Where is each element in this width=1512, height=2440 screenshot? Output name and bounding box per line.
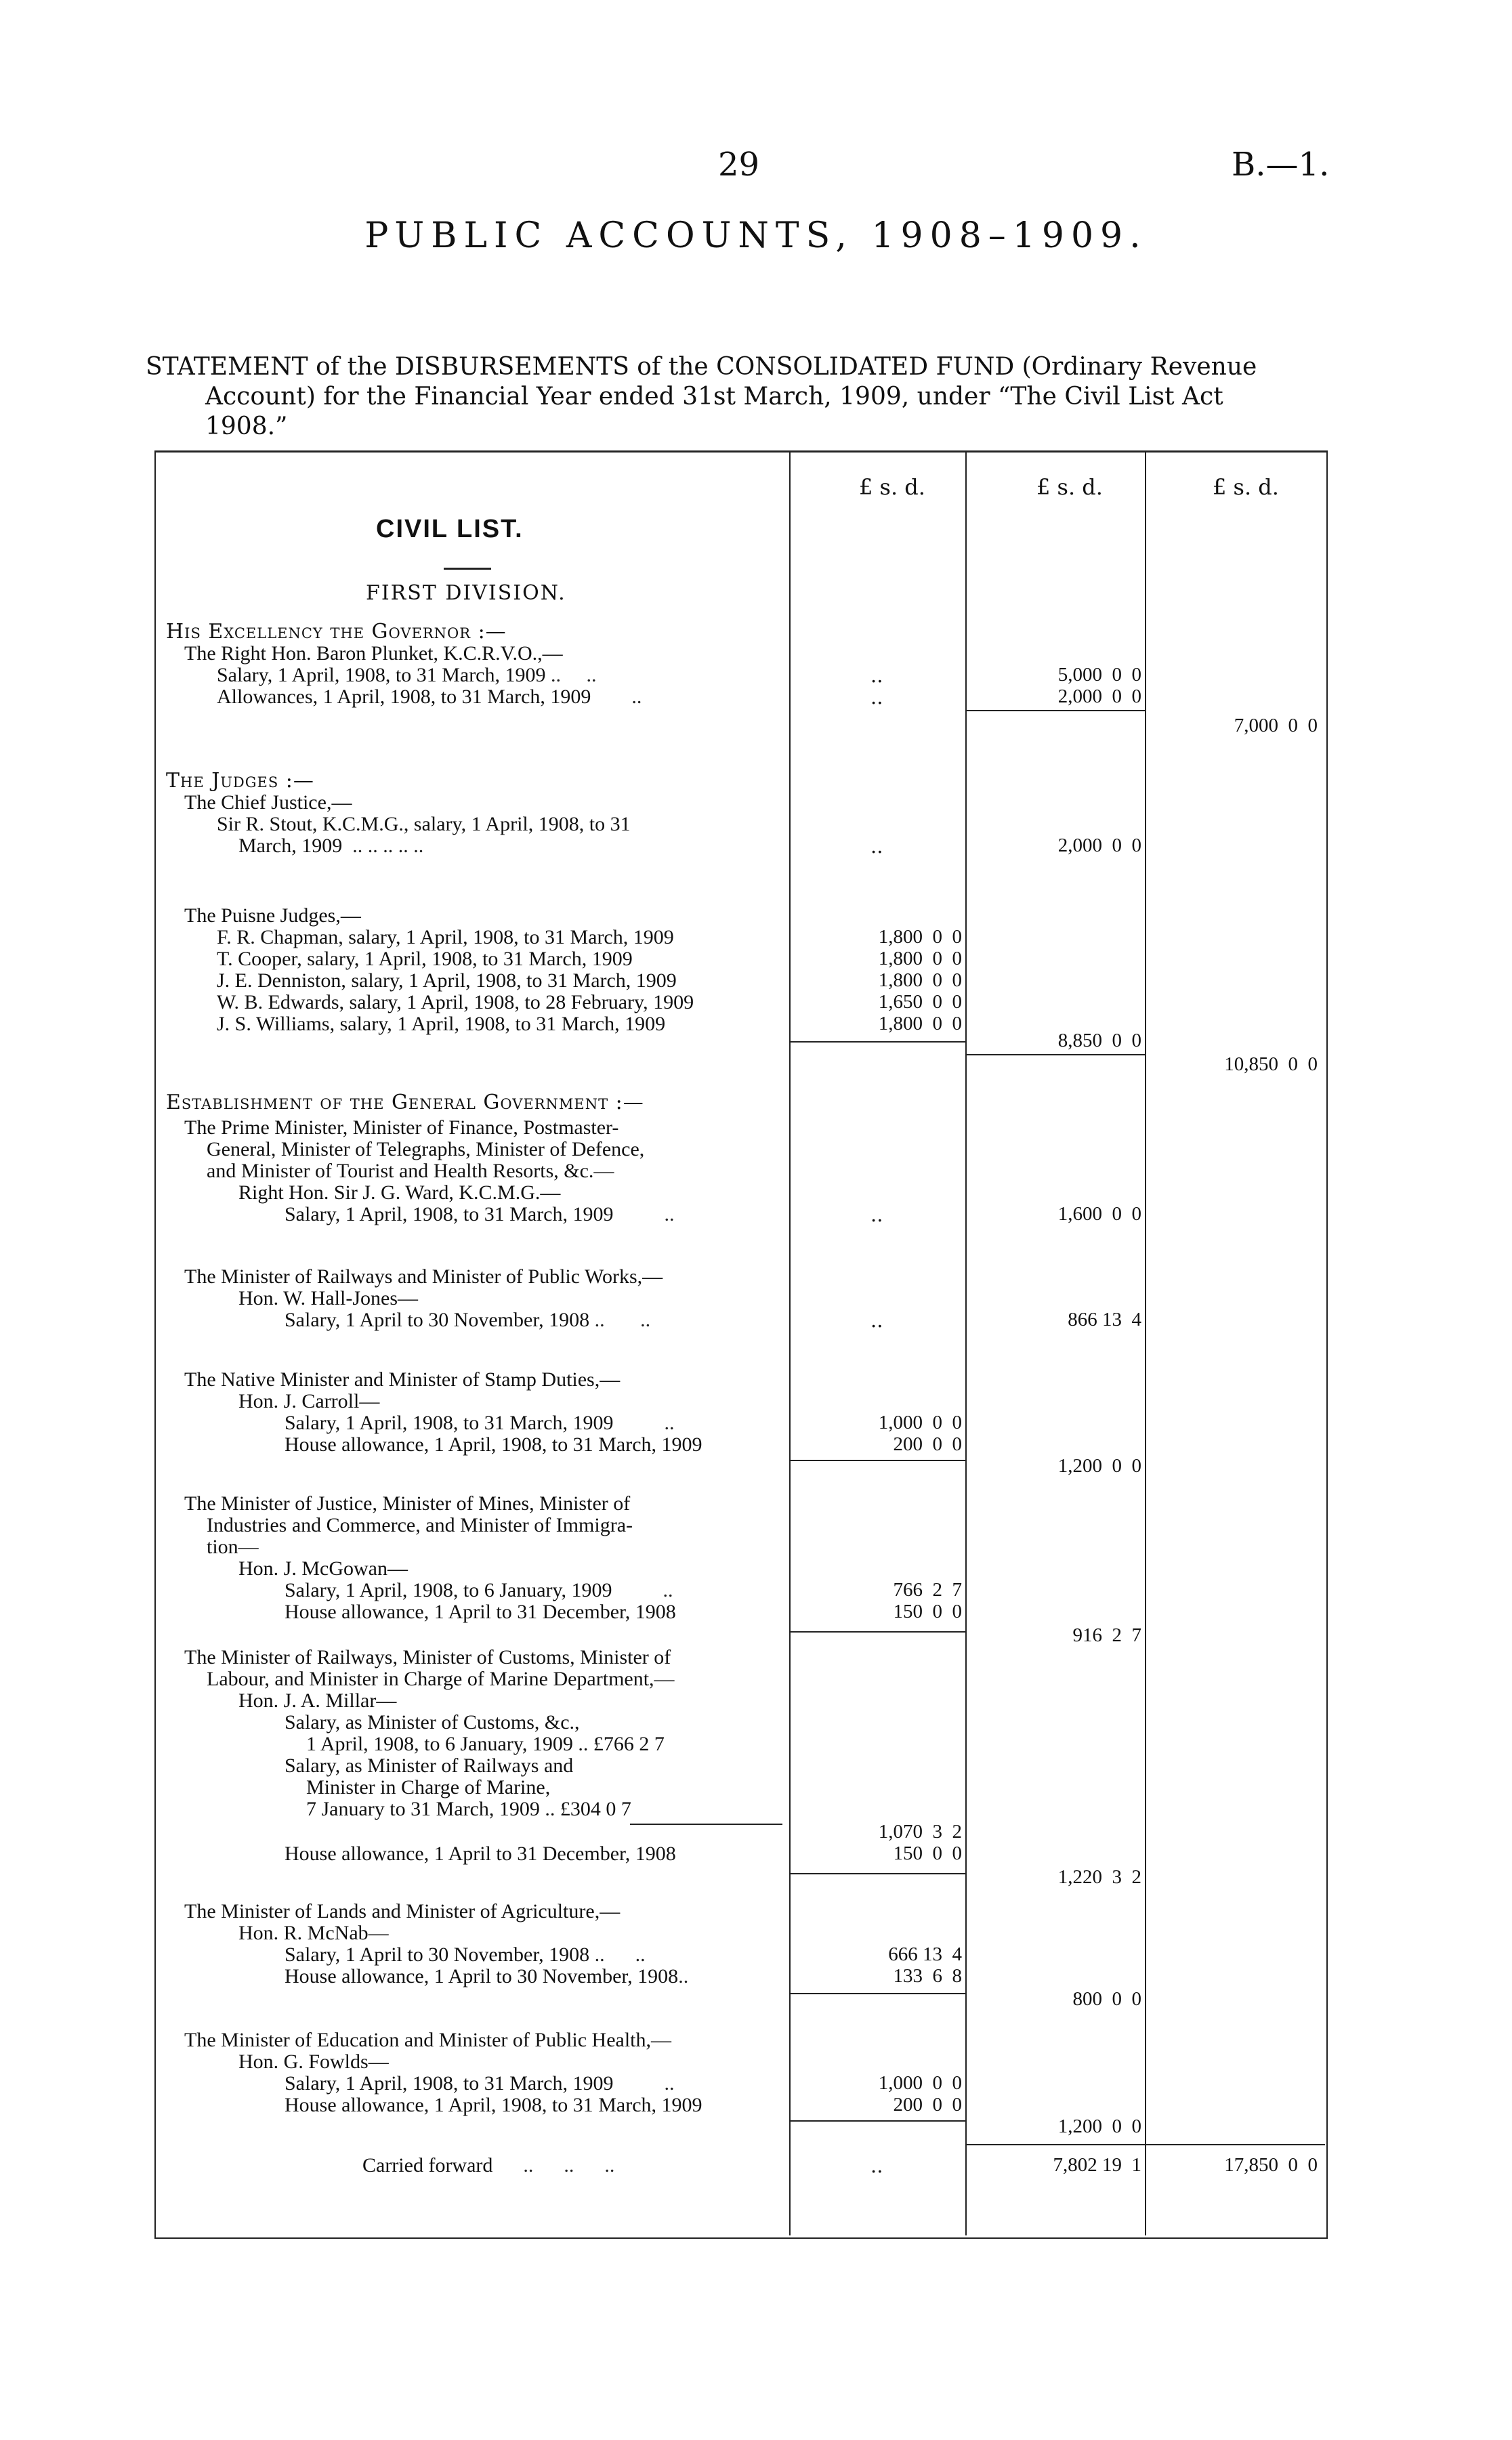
governor-allowances-amount: 2,000 0 0 xyxy=(1057,686,1141,707)
justice-total: 916 2 7 xyxy=(1072,1624,1141,1646)
lands-salary-amount: 666 13 4 xyxy=(888,1943,962,1965)
page-title: PUBLIC ACCOUNTS, 1908–1909. xyxy=(364,215,1148,256)
dots: .. xyxy=(870,835,883,858)
column-divider-2 xyxy=(965,450,967,2235)
governor-salary-amount: 5,000 0 0 xyxy=(1057,664,1141,686)
pm-line-5: Salary, 1 April, 1908, to 31 March, 1909 .. xyxy=(285,1203,675,1225)
chief-justice-line-2: March, 1909 .. .. .. .. .. xyxy=(238,835,424,857)
justice-line-2: Industries and Commerce, and Minister of Immigra- xyxy=(207,1514,633,1536)
document-code: B.—1. xyxy=(1232,146,1330,184)
sum-rule xyxy=(789,1993,965,1994)
pm-amount: 1,600 0 0 xyxy=(1057,1203,1141,1225)
education-salary-amount: 1,000 0 0 xyxy=(878,2072,962,2094)
column-header-2: £ s. d. xyxy=(1036,474,1103,500)
page-number: 29 xyxy=(718,146,760,184)
puisne-judges-total: 8,850 0 0 xyxy=(1057,1030,1141,1051)
dots: .. xyxy=(870,664,883,687)
civil-list-heading: CIVIL LIST. xyxy=(376,515,524,543)
sum-rule xyxy=(789,1041,965,1043)
chief-justice-label: The Chief Justice,— xyxy=(184,791,352,814)
education-total: 1,200 0 0 xyxy=(1057,2116,1141,2137)
column-divider-3 xyxy=(1145,450,1146,2235)
puisne-judge-row: T. Cooper, salary, 1 April, 1908, to 31 March, 1909 xyxy=(217,948,633,970)
justice-line-3: tion— xyxy=(207,1536,259,1558)
education-line-4: House allowance, 1 April, 1908, to 31 March, 1909 xyxy=(285,2094,702,2116)
heading-rule xyxy=(444,568,491,570)
dots: .. xyxy=(870,2154,883,2177)
sum-rule xyxy=(965,710,1145,711)
justice-line-4: Hon. J. McGowan— xyxy=(238,1557,408,1580)
lands-line-2: Hon. R. McNab— xyxy=(238,1922,389,1944)
sum-rule xyxy=(789,1631,965,1633)
customs-line-2: Labour, and Minister in Charge of Marine Department,— xyxy=(207,1668,675,1690)
customs-line-3: Hon. J. A. Millar— xyxy=(238,1689,397,1712)
puisne-judge-row: J. S. Williams, salary, 1 April, 1908, to 31 March, 1909 xyxy=(217,1013,666,1035)
railways-amount: 866 13 4 xyxy=(1068,1309,1141,1330)
native-total: 1,200 0 0 xyxy=(1057,1455,1141,1477)
statement-line-1: STATEMENT of the DISBURSEMENTS of the CONSOLIDATED FUND (Ordinary Revenue xyxy=(146,353,1257,381)
justice-line-1: The Minister of Justice, Minister of Mines, Minister of xyxy=(184,1492,631,1515)
native-line-4: House allowance, 1 April, 1908, to 31 March, 1909 xyxy=(285,1433,702,1456)
justice-salary-amount: 766 2 7 xyxy=(893,1579,962,1601)
railways-line-3: Salary, 1 April to 30 November, 1908 .. .. xyxy=(285,1309,651,1331)
column-header-3: £ s. d. xyxy=(1213,474,1279,500)
pm-line-4: Right Hon. Sir J. G. Ward, K.C.M.G.— xyxy=(238,1181,561,1204)
customs-line-4: Salary, as Minister of Customs, &c., xyxy=(285,1711,580,1733)
carried-forward-col3: 17,850 0 0 xyxy=(1224,2154,1318,2176)
judges-heading: The Judges :— xyxy=(166,769,314,793)
lands-line-4: House allowance, 1 April to 30 November, 1908.. xyxy=(285,1965,689,1987)
sum-rule xyxy=(789,1873,965,1874)
customs-line-9: House allowance, 1 April to 31 December, 1908 xyxy=(285,1843,676,1865)
native-allowance-amount: 200 0 0 xyxy=(893,1433,962,1455)
column-divider-1 xyxy=(789,450,791,2235)
statement-line-3: 1908.” xyxy=(205,413,288,440)
dots: .. xyxy=(870,1309,883,1332)
judges-total: 10,850 0 0 xyxy=(1224,1053,1318,1075)
chief-justice-amount: 2,000 0 0 xyxy=(1057,835,1141,856)
customs-line-7: Minister in Charge of Marine, xyxy=(306,1776,551,1799)
puisne-judge-amount: 1,800 0 0 xyxy=(878,1013,962,1034)
sum-rule xyxy=(789,2120,965,2122)
puisne-judge-amount: 1,800 0 0 xyxy=(878,926,962,948)
lands-line-3: Salary, 1 April to 30 November, 1908 .. .. xyxy=(285,1943,646,1966)
railways-line-2: Hon. W. Hall-Jones— xyxy=(238,1287,418,1309)
dots: .. xyxy=(870,1203,883,1226)
native-salary-amount: 1,000 0 0 xyxy=(878,1412,962,1433)
education-allowance-amount: 200 0 0 xyxy=(893,2094,962,2116)
pm-line-2: General, Minister of Telegraphs, Minister of Defence, xyxy=(207,1138,645,1160)
sum-rule xyxy=(965,1054,1145,1055)
statement-heading xyxy=(146,352,1338,442)
puisne-judge-row: F. R. Chapman, salary, 1 April, 1908, to 31 March, 1909 xyxy=(217,926,674,948)
pm-line-1: The Prime Minister, Minister of Finance, Postmaster- xyxy=(184,1116,619,1139)
statement-line-2: Account) for the Financial Year ended 31st March, 1909, under “The Civil List Act xyxy=(205,383,1223,411)
sum-rule xyxy=(965,2144,1325,2145)
puisne-judge-row: J. E. Denniston, salary, 1 April, 1908, to 31 March, 1909 xyxy=(217,969,677,992)
customs-allowance-amount: 150 0 0 xyxy=(893,1843,962,1864)
column-header-1: £ s. d. xyxy=(859,474,925,500)
first-division-heading: FIRST DIVISION. xyxy=(366,581,566,605)
customs-line-1: The Minister of Railways, Minister of Customs, Minister of xyxy=(184,1646,671,1668)
dots: .. xyxy=(870,686,883,709)
customs-line-8: 7 January to 31 March, 1909 .. £304 0 7 xyxy=(306,1798,631,1820)
native-line-2: Hon. J. Carroll— xyxy=(238,1390,380,1412)
customs-total: 1,220 3 2 xyxy=(1057,1866,1141,1888)
education-line-3: Salary, 1 April, 1908, to 31 March, 1909 .. xyxy=(285,2072,675,2095)
customs-salary-amount: 1,070 3 2 xyxy=(878,1821,962,1843)
governor-salary: Salary, 1 April, 1908, to 31 March, 1909 .. .. xyxy=(217,664,597,686)
puisne-judges-label: The Puisne Judges,— xyxy=(184,904,361,927)
governor-heading: His Excellency the Governor :— xyxy=(166,620,507,644)
puisne-judge-amount: 1,800 0 0 xyxy=(878,948,962,969)
native-line-3: Salary, 1 April, 1908, to 31 March, 1909 .. xyxy=(285,1412,675,1434)
lands-line-1: The Minister of Lands and Minister of Agriculture,— xyxy=(184,1900,621,1922)
justice-allowance-amount: 150 0 0 xyxy=(893,1601,962,1622)
sum-rule xyxy=(789,1460,965,1461)
education-line-1: The Minister of Education and Minister of Public Health,— xyxy=(184,2029,672,2051)
governor-name: The Right Hon. Baron Plunket, K.C.R.V.O.,— xyxy=(184,642,563,665)
lands-total: 800 0 0 xyxy=(1072,1988,1141,2010)
justice-line-6: House allowance, 1 April to 31 December, 1908 xyxy=(285,1601,676,1623)
puisne-judge-amount: 1,650 0 0 xyxy=(878,991,962,1013)
pm-line-3: and Minister of Tourist and Health Resorts, &c.— xyxy=(207,1160,614,1182)
carried-forward-col2: 7,802 19 1 xyxy=(1053,2154,1141,2176)
railways-line-1: The Minister of Railways and Minister of Public Works,— xyxy=(184,1265,663,1288)
native-line-1: The Native Minister and Minister of Stamp Duties,— xyxy=(184,1368,621,1391)
sum-rule xyxy=(630,1824,782,1825)
carried-forward-label: Carried forward .. .. .. xyxy=(362,2154,615,2176)
chief-justice-line-1: Sir R. Stout, K.C.M.G., salary, 1 April, 1908, to 31 xyxy=(217,813,631,835)
governor-total: 7,000 0 0 xyxy=(1234,715,1318,736)
justice-line-5: Salary, 1 April, 1908, to 6 January, 1909 .. xyxy=(285,1579,673,1601)
governor-allowances: Allowances, 1 April, 1908, to 31 March, 1909 .. xyxy=(217,686,642,708)
education-line-2: Hon. G. Fowlds— xyxy=(238,2050,389,2073)
lands-allowance-amount: 133 6 8 xyxy=(893,1965,962,1987)
puisne-judge-row: W. B. Edwards, salary, 1 April, 1908, to 28 February, 1909 xyxy=(217,991,694,1013)
establishment-heading: Establishment of the General Government :— xyxy=(166,1091,644,1114)
customs-line-5: 1 April, 1908, to 6 January, 1909 .. £766 2 7 xyxy=(306,1733,665,1755)
puisne-judge-amount: 1,800 0 0 xyxy=(878,969,962,991)
customs-line-6: Salary, as Minister of Railways and xyxy=(285,1754,574,1777)
